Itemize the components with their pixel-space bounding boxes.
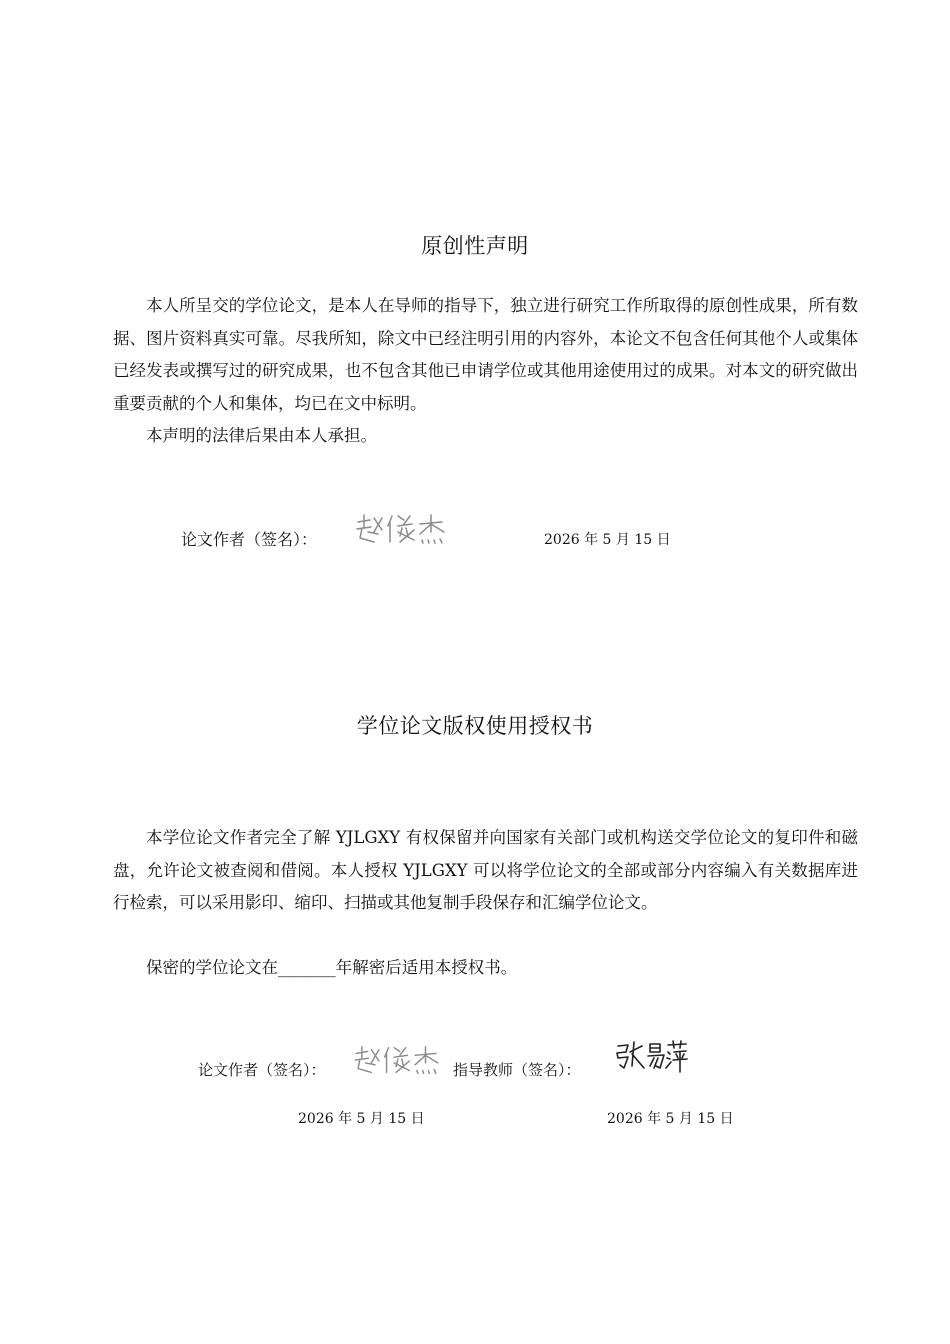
author-signature-image — [352, 510, 450, 550]
legal-consequence-paragraph: 本声明的法律后果由本人承担。 — [146, 426, 377, 445]
copyright-authorization-title: 学位论文版权使用授权书 — [356, 714, 594, 738]
authorization-paragraph: 本学位论文作者完全了解 YJLGXY 有权保留并向国家有关部门或机构送交学位论文的复印件和磁盘，允许论文被查阅和借阅。本人授权 YJLGXY 可以将学位论文的全部或部分内容编入有关数据库进行检索，可以采用影印、缩印、扫描或其他复制手段保存和汇编学位论文。 — [113, 828, 858, 912]
author-date: 2026 年 5 月 15 日 — [298, 1111, 425, 1127]
author-signature-label: 论文作者（签名）： — [181, 530, 318, 549]
advisor-signature-image — [612, 1038, 690, 1078]
confidentiality-paragraph: 保密的学位论文在_______年解密后适用本授权书。 — [146, 958, 518, 977]
author-signature-image-2 — [350, 1042, 444, 1080]
originality-statement-title: 原创性声明 — [421, 234, 529, 258]
originality-statement-paragraph: 本人所呈交的学位论文，是本人在导师的指导下，独立进行研究工作所取得的原创性成果，所有数据、图片资料真实可靠。尽我所知，除文中已经注明引用的内容外，本论文不包含任何其他个人或集体已经发表或撰写过的研究成果，也不包含其他已申请学位或其他用途使用过的成果。对本文的研究做出重要贡献的个人和集体，均已在文中标明。 — [113, 296, 858, 413]
advisor-date: 2026 年 5 月 15 日 — [607, 1111, 734, 1127]
statement-date: 2026 年 5 月 15 日 — [544, 532, 671, 548]
advisor-signature-label: 指导教师（签名）： — [453, 1061, 581, 1079]
author-signature-label-2: 论文作者（签名）： — [198, 1061, 326, 1079]
